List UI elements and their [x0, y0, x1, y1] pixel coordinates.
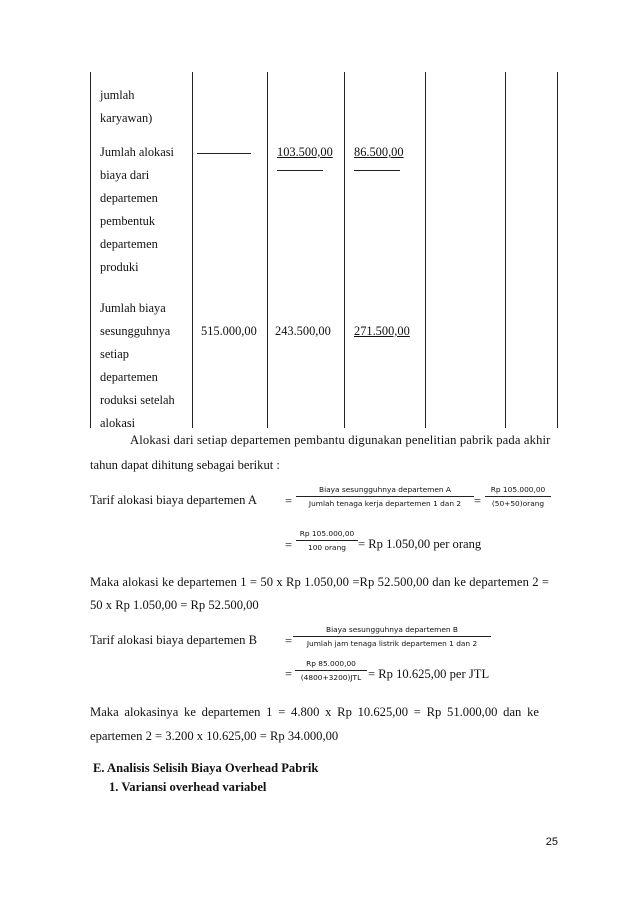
dept-a-result: = Rp 1.050,00 per orang: [358, 537, 482, 551]
table-cell: 86.500,00: [354, 145, 404, 159]
dept-a-label: Tarif alokasi biaya departemen A: [90, 493, 257, 507]
equals-sign: =: [285, 634, 293, 648]
table-cell: 243.500,00: [275, 324, 331, 338]
intro-line-2: tahun dapat dihitung sebagai berikut :: [90, 458, 280, 472]
equals-sign: =: [285, 494, 293, 508]
table-border: [557, 72, 558, 428]
equals-sign: =: [474, 494, 482, 508]
table-border: [192, 72, 193, 428]
alloc-a-line-2: 50 x Rp 1.050,00 = Rp 52.500,00: [90, 598, 259, 612]
table-cell: 103.500,00: [277, 145, 333, 159]
dept-a-fraction-1: Biaya sesungguhnya departemen A Jumlah tenaga kerja departemen 1 dan 2: [296, 485, 474, 508]
dept-a-fraction-3: Rp 105.000,00 100 orang: [296, 529, 358, 552]
intro-line-1: Alokasi dari setiap departemen pembantu digunakan penelitian pabrik pada akhir: [130, 433, 551, 447]
dept-b-label: Tarif alokasi biaya departemen B: [90, 633, 257, 647]
alloc-b-line-1: Maka alokasinya ke departemen 1 = 4.800 x Rp 10.625,00 = Rp 51.000,00 dan ke: [90, 705, 539, 719]
table-border: [90, 72, 91, 428]
underline: [277, 170, 323, 171]
subsection-heading: 1. Variansi overhead variabel: [109, 780, 267, 794]
alloc-a-line-1: Maka alokasi ke departemen 1 = 50 x Rp 1.050,00 =Rp 52.500,00 dan ke departemen 2 =: [90, 575, 550, 589]
table-cell: 271.500,00: [354, 324, 410, 338]
blank-dash: [197, 153, 251, 154]
alloc-b-line-2: epartemen 2 = 3.200 x 10.625,00 = Rp 34.000,00: [90, 729, 339, 743]
table-cell: 515.000,00: [201, 324, 257, 338]
underline: [354, 170, 400, 171]
table-border: [505, 72, 506, 428]
table-row-label: Jumlah biaya sesungguhnya setiap departemen roduksi setelah alokasi: [100, 301, 175, 430]
page-number: 25: [545, 836, 558, 848]
section-heading: E. Analisis Selisih Biaya Overhead Pabrik: [93, 761, 319, 775]
dept-b-result: = Rp 10.625,00 per JTL: [368, 667, 490, 681]
equals-sign: =: [285, 667, 293, 681]
equals-sign: =: [285, 538, 293, 552]
dept-b-fraction-2: Rp 85.000,00 (4800+3200)JTL: [295, 659, 367, 682]
dept-b-fraction-1: Biaya sesungguhnya departemen B Jumlah jam tenaga listrik departemen 1 dan 2: [293, 625, 491, 648]
dept-a-fraction-2: Rp 105.000,00 (50+50)orang: [485, 485, 551, 508]
table-border: [344, 72, 345, 428]
table-row-label: Jumlah alokasi biaya dari departemen pembentuk departemen produki: [100, 145, 174, 274]
table-border: [267, 72, 268, 428]
table-row-label: jumlah karyawan): [100, 88, 153, 125]
table-border: [425, 72, 426, 428]
